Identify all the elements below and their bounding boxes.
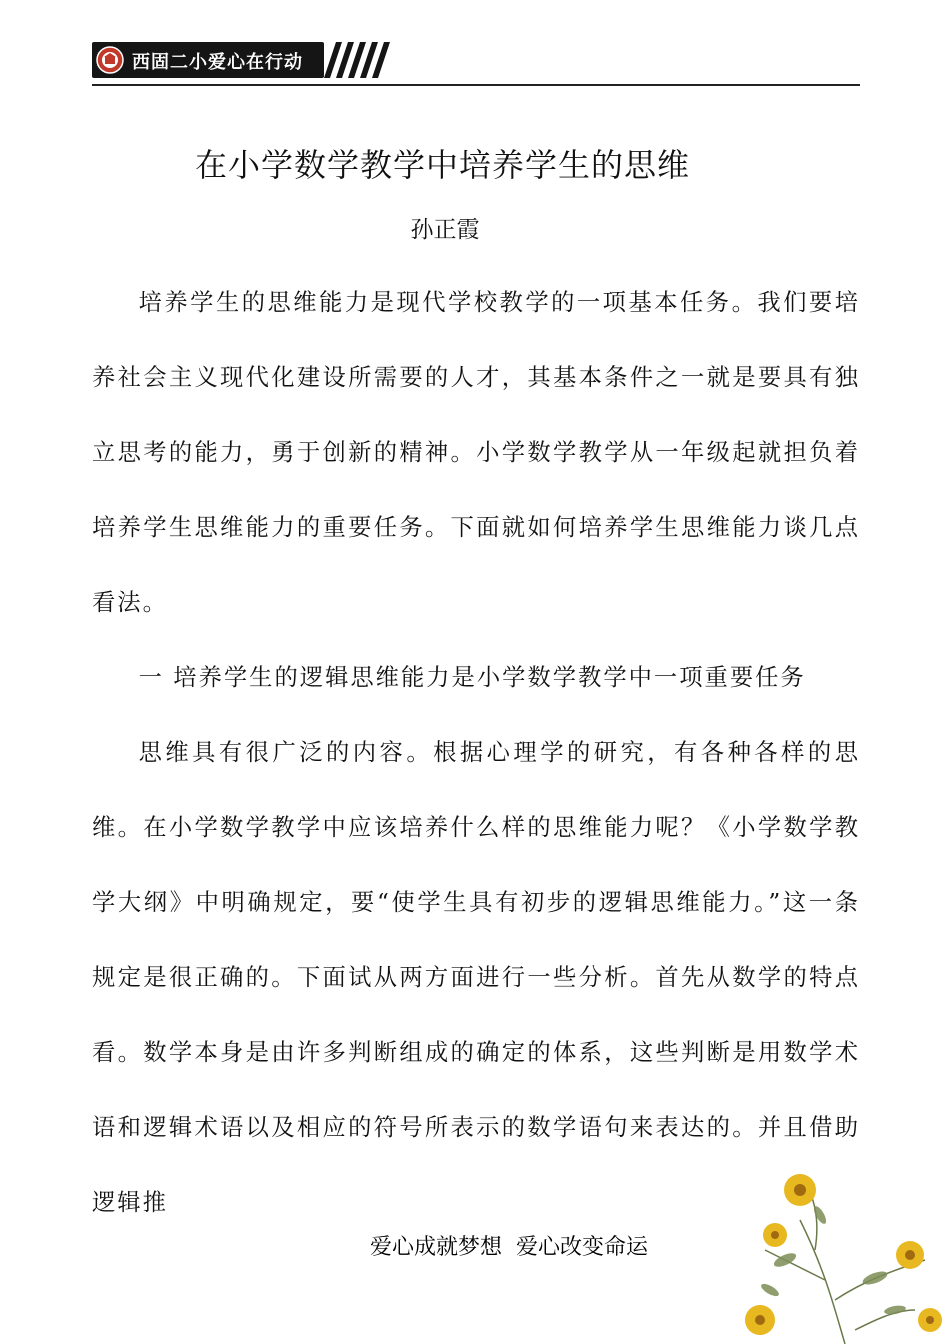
banner-bar <box>92 42 324 78</box>
banner-text: 西固二小爱心在行动 <box>132 52 303 73</box>
footer-slogan: 爱心成就梦想 爱心改变命运 <box>370 1235 648 1260</box>
document-title: 在小学数学教学中培养学生的思维 <box>194 146 690 184</box>
school-emblem-icon <box>96 46 124 74</box>
paragraph: 培养学生的思维能力是现代学校教学的一项基本任务。我们要培养社会主义现代化建设所需要的人才，其基本条件之一就是要具有独立思考的能力，勇于创新的精神。小学数学教学从一年级起就担负着培养学生思维能力的重要任务。下面就如何培养学生思维能力谈几点看法。 <box>92 289 860 616</box>
document-body <box>92 265 860 1240</box>
chrysanthemum-flower-icon <box>725 1160 950 1344</box>
paragraph: 思维具有很广泛的内容。根据心理学的研究，有各种各样的思维。在小学数学教学中应该培养什么样的思维能力呢？《小学数学教学大纲》中明确规定，要“使学生具有初步的逻辑思维能力。”这一条规定是很正确的。下面试从两方面进行一些分析。首先从数学的特点看。数学本身是由许多判断组成的确定的体系，这些判断是用数学术语和逻辑术语以及相应的符号所表示的数学语句来表达的。并且借助逻辑推 <box>92 739 860 1216</box>
header-banner <box>92 42 392 78</box>
header-divider <box>92 84 860 86</box>
section-heading: 一 培养学生的逻辑思维能力是小学数学教学中一项重要任务 <box>138 664 806 691</box>
banner-stripes <box>322 42 392 78</box>
document-author: 孙正霞 <box>410 217 480 243</box>
